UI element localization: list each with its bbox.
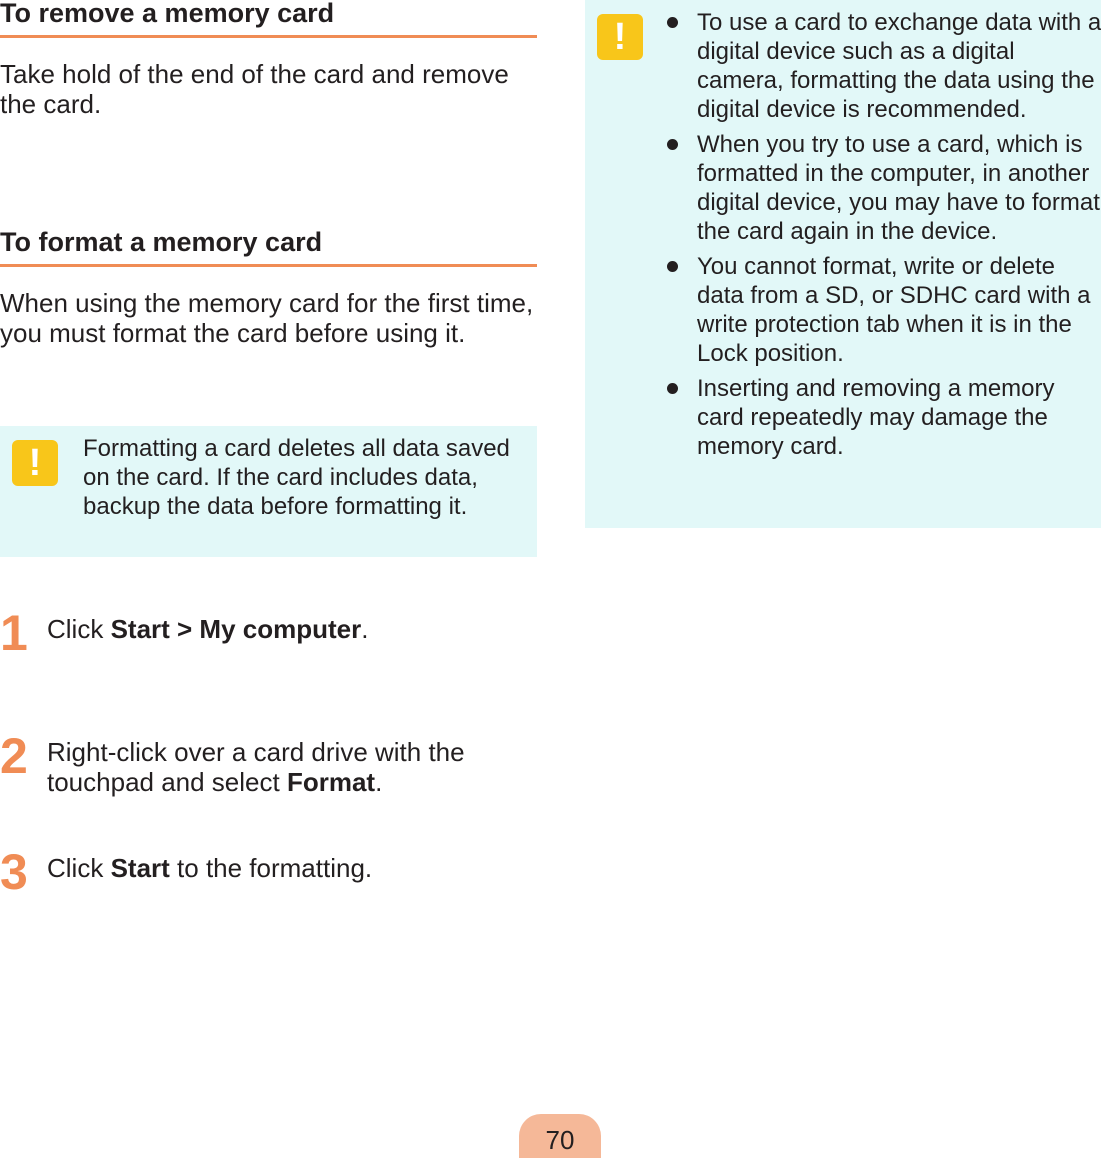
step-bold-text: Format [286, 767, 376, 797]
step-text: Click Start > My computer. [47, 614, 369, 644]
format-card-text: When using the memory card for the first time, you must format the card before using it. [0, 288, 534, 348]
memory-card-warning-note [585, 0, 1101, 528]
step-number: 1 [0, 605, 28, 661]
list-item: You cannot format, write or delete data from a SD, or SDHC card with a write protection tab when it is in the Lock position. [663, 252, 1101, 368]
bullet-icon [667, 17, 678, 28]
step-text: Click Start to the formatting. [47, 853, 373, 883]
warning-icon: ! [12, 440, 58, 486]
remove-card-text: Take hold of the end of the card and remove the card. [0, 59, 509, 119]
format-warning-note [0, 426, 537, 557]
bullet-icon [667, 139, 678, 150]
format-warning-text: Formatting a card deletes all data saved on the card. If the card includes data, backup the data before formatting it. [83, 435, 510, 520]
step-bold-text: Start [110, 853, 170, 883]
step-text: Right-click over a card drive with the touchpad and select Format. [47, 737, 465, 797]
warning-icon: ! [597, 14, 643, 60]
format-card-heading: To format a memory card [0, 226, 537, 267]
warning-bullet-list [663, 8, 1101, 467]
step-number: 2 [0, 728, 28, 784]
page-number: 70 [519, 1114, 601, 1158]
list-item: When you try to use a card, which is formatted in the computer, in another digital device, you may have to format the card again in the device. [663, 130, 1101, 246]
step-number: 3 [0, 844, 28, 900]
list-item: To use a card to exchange data with a digital device such as a digital camera, formatting the data using the digital device is recommended. [663, 8, 1101, 124]
bullet-icon [667, 261, 678, 272]
remove-card-heading: To remove a memory card [0, 0, 537, 38]
list-item: Inserting and removing a memory card repeatedly may damage the memory card. [663, 374, 1101, 461]
step-bold-text: Start > My computer [110, 614, 362, 644]
bullet-icon [667, 383, 678, 394]
